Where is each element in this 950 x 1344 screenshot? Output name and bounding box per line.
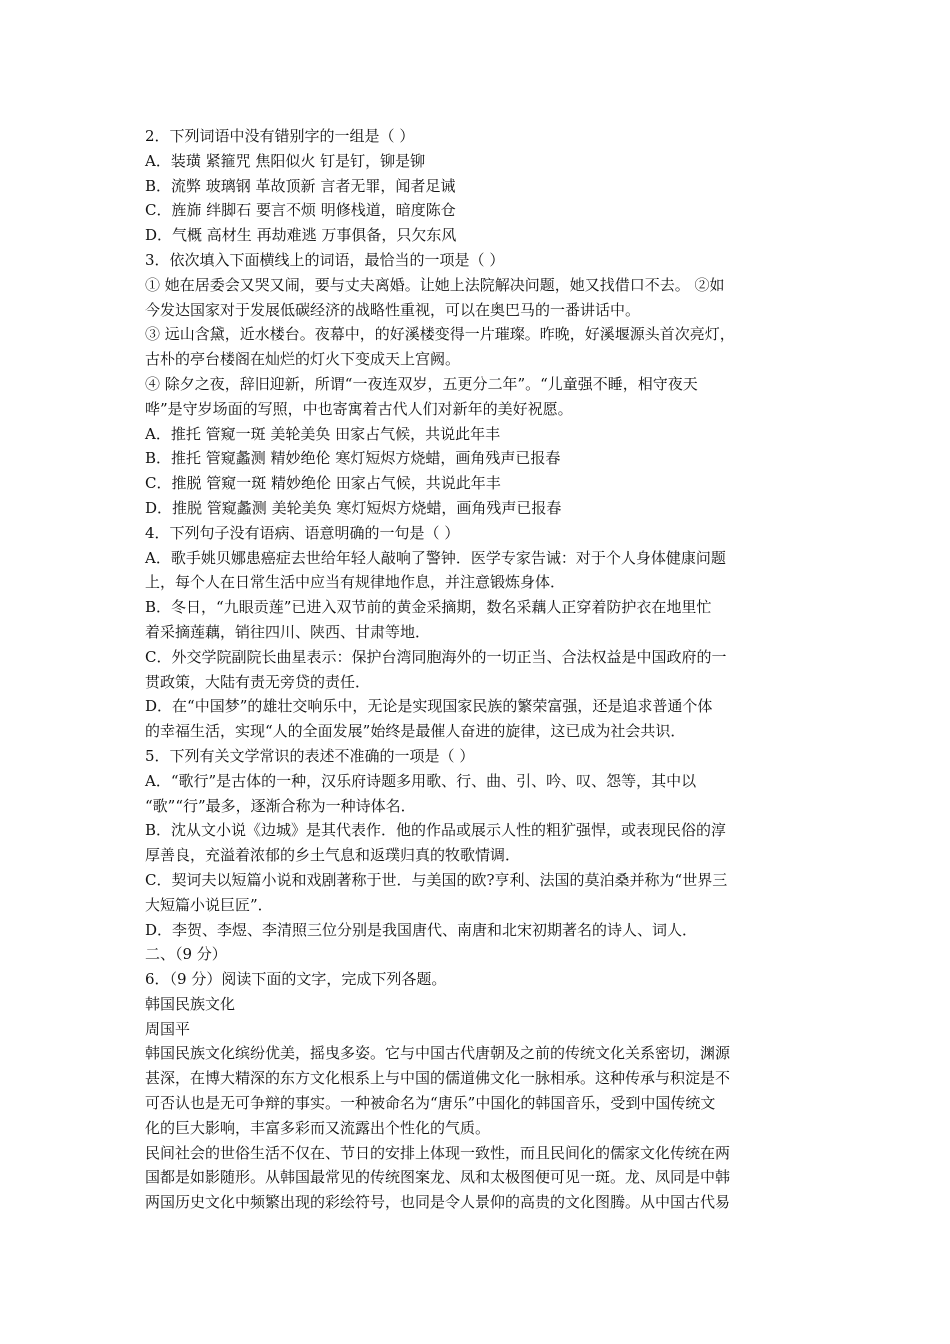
q5-option-c-cont: 大短篇小说巨匠”． [145,895,273,914]
q3-option-d: D．推脱 管窥蠡测 美轮美奂 寒灯短烬方烧蜡，画角残声已报春 [145,498,562,517]
q4-option-c-cont: 贯政策，大陆有责无旁贷的责任． [145,672,371,691]
q5-option-b: B．沈从文小说《边城》是其代表作．他的作品或展示人性的粗犷强悍，或表现民俗的淳 [145,821,727,840]
q4-option-b-cont: 着采摘莲藕，销往四川、陕西、甘肃等地． [145,622,431,641]
q5-option-b-cont: 厚善良，充溢着浓郁的乡土气息和返璞归真的牧歌情调． [145,846,521,865]
q4-option-a: A．歌手姚贝娜患癌症去世给年轻人敲响了警钟．医学专家告诫：对于个人身体健康问题 [145,548,726,567]
q6-stem: 6．（9 分）阅读下面的文字，完成下列各题。 [145,970,447,989]
article-paragraph-line: 甚深，在博大精深的东方文化根系上与中国的儒道佛文化一脉相承。这种传承与积淀是不 [145,1069,731,1088]
article-paragraph-line: 民间社会的世俗生活不仅在、节日的安排上体现一致性，而且民间化的儒家文化传统在两 [145,1143,731,1162]
document-page [145,124,810,1215]
article-title: 韩国民族文化 [145,994,236,1013]
q3-passage-line: ③ 远山含黛，近水楼台。夜幕中，的好溪楼变得一片璀璨。昨晚，好溪堰源头首次亮灯， [145,325,735,344]
q3-passage-line: 今发达国家对于发展低碳经济的战略性重视，可以在奥巴马的一番讲话中。 [145,300,641,319]
q3-option-a: A．推托 管窥一斑 美轮美奂 田家占气候，共说此年丰 [145,424,501,443]
q4-option-d-cont: 的幸福生活，实现“人的全面发展”始终是最催人奋进的旋律，这已成为社会共识． [145,722,686,741]
article-paragraph-line: 两国历史文化中频繁出现的彩绘符号，也同是令人景仰的高贵的文化图腾。从中国古代易 [145,1193,731,1212]
article-paragraph-line: 韩国民族文化缤纷优美，摇曳多姿。它与中国古代唐朝及之前的传统文化关系密切，渊源 [145,1044,731,1063]
q3-passage-line: ① 她在居委会又哭又闹，要与丈夫离婚。让她上法院解决问题，她又找借口不去。 ②如 [145,275,725,294]
q5-option-d: D．李贺、李煜、李清照三位分别是我国唐代、南唐和北宋初期著名的诗人、词人． [145,920,698,939]
q3-passage-line: 古朴的亭台楼阁在灿烂的灯火下变成天上宫阙。 [145,350,461,369]
q2-stem: 2．下列词语中没有错别字的一组是（ ） [145,127,415,145]
q5-option-c: C．契诃夫以短篇小说和戏剧著称于世．与美国的欧?亨利、法国的莫泊桑并称为“世界三 [145,870,728,889]
q4-stem: 4．下列句子没有语病、语意明确的一句是（ ） [145,523,460,542]
q4-option-b: B．冬日，“九眼贡莲”已进入双节前的黄金采摘期，数名采藕人正穿着防护衣在地里忙 [145,598,712,617]
q5-option-a: A．“歌行”是古体的一种，汉乐府诗题多用歌、行、曲、引、吟、叹、怨等，其中以 [145,771,697,790]
q5-stem: 5．下列有关文学常识的表述不准确的一项是（ ） [145,746,475,765]
article-author: 周国平 [145,1019,191,1038]
q3-passage-line: 哗”是守岁场面的写照，中也寄寓着古代人们对新年的美好祝愿。 [145,399,573,418]
q3-option-c: C．推脱 管窥一斑 精妙绝伦 田家占气候，共说此年丰 [145,474,501,493]
q3-stem: 3．依次填入下面横线上的词语，最恰当的一项是（ ） [145,250,505,269]
q2-option-d: D．气概 高材生 再劫难逃 万事俱备，只欠东风 [145,226,457,245]
q2-option-b: B．流弊 玻璃钢 革故顶新 言者无罪，闻者足诫 [145,176,456,195]
article-paragraph-line: 化的巨大影响，丰富多彩而又流露出个性化的气质。 [145,1118,491,1137]
q3-option-b: B．推托 管窥蠡测 精妙绝伦 寒灯短烬方烧蜡，画角残声已报春 [145,449,561,468]
q2-option-c: C．旌旆 绊脚石 要言不烦 明修栈道，暗度陈仓 [145,201,456,220]
article-paragraph-line: 可否认也是无可争辩的事实。一种被命名为“唐乐”中国化的韩国音乐，受到中国传统文 [145,1094,716,1113]
q4-option-d: D．在“中国梦”的雄壮交响乐中，无论是实现国家民族的繁荣富强，还是追求普通个体 [145,697,713,716]
q3-passage-line: ④ 除夕之夜，辞旧迎新，所谓“一夜连双岁，五更分二年”。“儿童强不睡，相守夜天 [145,374,698,393]
q2-option-a: A．装璜 紧箍咒 焦阳似火 钉是钉，铆是铆 [145,151,426,170]
section-heading: 二、（9 分） [145,945,227,964]
q5-option-a-cont: “歌”“行”最多，逐渐合称为一种诗体名． [145,796,416,815]
q4-option-a-cont: 上，每个人在日常生活中应当有规律地作息，并注意锻炼身体． [145,573,566,592]
q4-option-c: C．外交学院副院长曲星表示：保护台湾同胞海外的一切正当、合法权益是中国政府的一 [145,647,727,666]
article-paragraph-line: 国都是如影随形。从韩国最常见的传统图案龙、凤和太极图便可见一斑。龙、凤同是中韩 [145,1168,731,1187]
